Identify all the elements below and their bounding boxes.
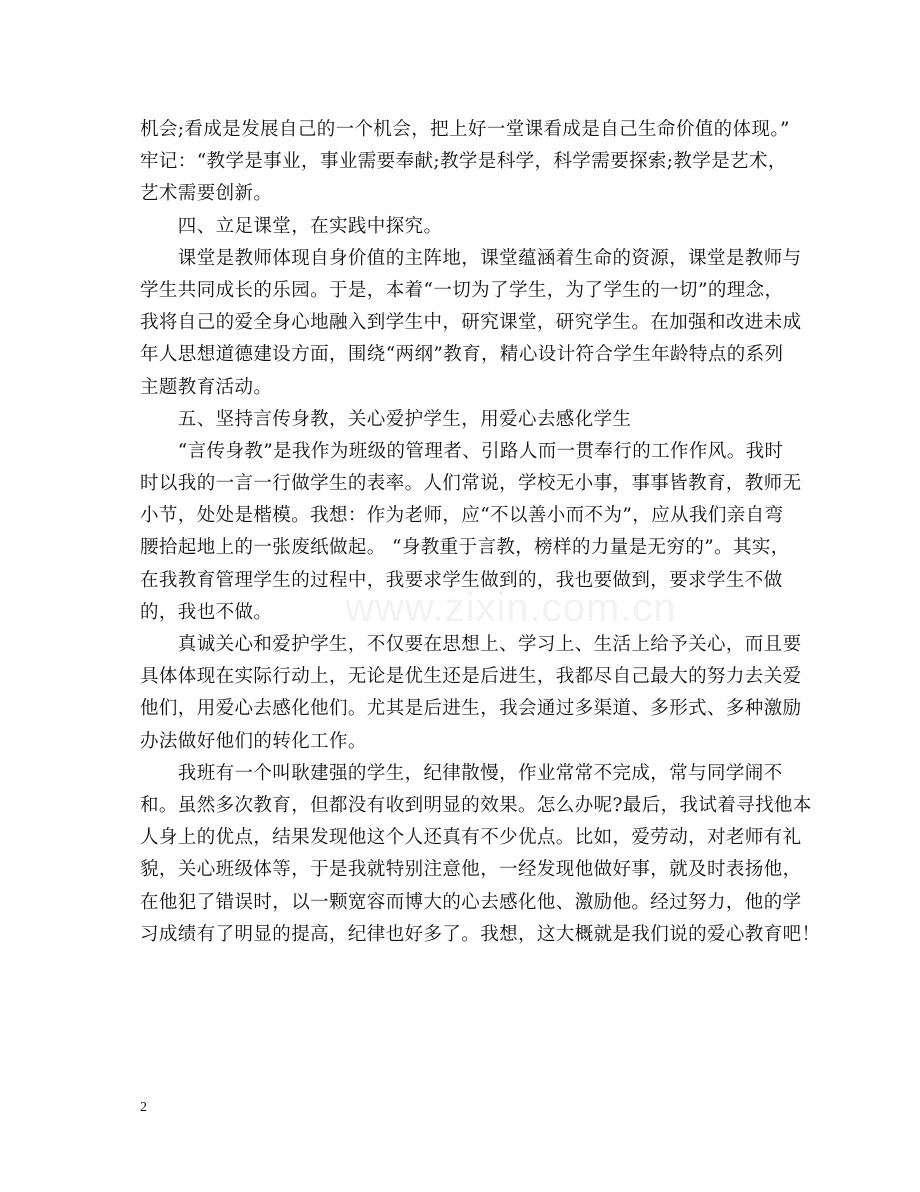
text-line: 我班有一个叫耿建强的学生，纪律散慢，作业常常不完成，常与同学闹不 (140, 762, 783, 784)
text-line: 我将自己的爱全身心地融入到学生中，研究课堂，研究学生。在加强和改进未成 (140, 312, 802, 334)
text-line: 和。虽然多次教育，但都没有收到明显的效果。怎么办呢?最后，我试着寻找他本 (140, 794, 812, 816)
watermark: www.zixin.com.cn (345, 586, 677, 630)
text-line: 课堂是教师体现自身价值的主阵地，课堂蕴涵着生命的资源，课堂是教师与 (140, 247, 802, 269)
text-line: 主题教育活动。 (140, 376, 273, 398)
text-line: 年人思想道德建设方面，围绕“两纲”教育，精心设计符合学生年龄特点的系列 (140, 344, 784, 366)
text-line: “言传身教”是我作为班级的管理者、引路人而一贯奉行的工作作风。我时 (140, 440, 784, 462)
text-line: 时以我的一言一行做学生的表率。人们常说，学校无小事，事事皆教育，教师无 (140, 473, 802, 495)
text-line: 腰拾起地上的一张废纸做起。 “身教重于言教，榜样的力量是无穷的”。其实， (140, 537, 790, 559)
text-line: 人身上的优点，结果发现他这个人还真有不少优点。比如，爱劳动，对老师有礼 (140, 827, 802, 849)
text-line: 貌，关心班级体等，于是我就特别注意他，一经发现他做好事，就及时表扬他， (140, 859, 802, 881)
text-line: 的，我也不做。 (140, 601, 273, 623)
section-heading: 五、坚持言传身教，关心爱护学生，用爱心去感化学生 (140, 408, 632, 430)
text-line: 艺术需要创新。 (140, 183, 273, 205)
text-line: 学生共同成长的乐园。于是，本着“一切为了学生，为了学生的一切”的理念， (140, 279, 784, 301)
text-line: 牢记：“教学是事业，事业需要奉献;教学是科学，科学需要探索;教学是艺术， (140, 151, 787, 173)
text-line: 办法做好他们的转化工作。 (140, 730, 367, 752)
body-text (140, 114, 821, 951)
section-heading: 四、立足课堂，在实践中探究。 (140, 215, 443, 237)
text-line: 在我教育管理学生的过程中，我要求学生做到的，我也要做到，要求学生不做 (140, 569, 783, 591)
text-line: 真诚关心和爱护学生，不仅要在思想上、学习上、生活上给予关心，而且要 (140, 634, 802, 655)
text-line: 在他犯了错误时，以一颗宽容而博大的心去感化他、激励他。经过努力，他的学 (140, 891, 802, 913)
text-line: 习成绩有了明显的提高，纪律也好多了。我想，这大概就是我们说的爱心教育吧！ (140, 923, 821, 945)
text-line: 他们，用爱心去感化他们。尤其是后进生，我会通过多渠道、多形式、多种激励 (140, 698, 802, 720)
page-number: 2 (140, 1100, 147, 1115)
text-line: 小节，处处是楷模。我想：作为老师，应“不以善小而不为”，应从我们亲自弯 (140, 505, 784, 527)
text-line: 具体体现在实际行动上，无论是优生还是后进生，我都尽自己最大的努力去关爱 (140, 666, 802, 688)
text-line: 机会;看成是发展自己的一个机会，把上好一堂课看成是自己生命价值的体现。” (140, 119, 790, 140)
